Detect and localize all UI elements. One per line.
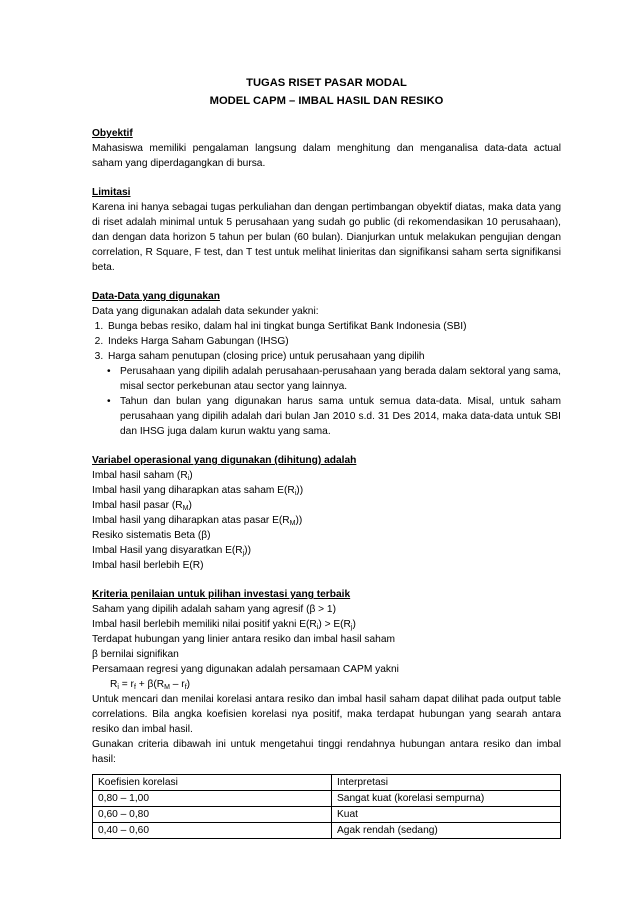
table-cell: 0,60 – 0,80 — [93, 807, 332, 823]
section-heading: Obyektif — [92, 128, 133, 139]
section-heading: Limitasi — [92, 187, 131, 198]
section-heading: Data-Data yang digunakan — [92, 291, 220, 302]
table-row — [93, 791, 561, 807]
section-text: Karena ini hanya sebagai tugas perkuliahan dan dengan pertimbangan obyektif diatas, maka data yang di riset adalah minimal untuk 5 perusahaan yang sudah go public (di rekomendasikan 10 perusahaan), dan dengan data horizon 5 tahun per bulan (60 bulan). Dianjurkan untuk melakukan pengujian dengan correlation, R Square, F test, dan T test untuk melihat linieritas dan signifikansi saham serta signifikansi beta. — [92, 202, 561, 273]
correlation-table — [92, 774, 561, 839]
table-cell: 0,80 – 1,00 — [93, 791, 332, 807]
capm-formula: $R_i = r_f + \beta(R_M - r_f)$ — [110, 679, 191, 691]
table-header-cell: Koefisien korelasi — [93, 775, 332, 791]
bullet-item: • Perusahaan yang dipilih adalah perusahaan-perusahaan yang berada dalam sektoral yang sama, misal sector perkebunan atau sector yang lainnya. — [120, 364, 561, 394]
variable-line: Resiko sistematis Beta (β) — [92, 530, 211, 541]
section-intro: Data yang digunakan adalah data sekunder yakni: — [92, 306, 319, 317]
document-title-line1: TUGAS RISET PASAR MODAL — [246, 77, 407, 89]
criteria-paragraph: Gunakan criteria dibawah ini untuk mengetahui tinggi rendahnya hubungan antara resiko dan imbal hasil: — [92, 739, 561, 765]
criteria-paragraph: Untuk mencari dan menilai korelasi antara resiko dan imbal hasil saham dapat dilihat pada output table correlations. Bila angka koefisien korelasi nya positif, maka terdapat hubungan yang searah antara resiko dan imbal hasil. — [92, 694, 561, 735]
table-row — [93, 807, 561, 823]
variable-line: Imbal hasil berlebih E(R) — [92, 560, 204, 571]
document-page — [92, 0, 561, 839]
section-limitasi — [92, 185, 561, 275]
table-header-cell: Interpretasi — [332, 775, 561, 791]
bullet-item: • Tahun dan bulan yang digunakan harus sama untuk semua data-data. Misal, untuk saham perusahaan yang dipilih adalah dari bulan Jan 2010 s.d. 31 Des 2014, maka data-data untuk SBI dan IHSG juga dalam kurun waktu yang sama. — [120, 394, 561, 439]
table-cell: 0,40 – 0,60 — [93, 823, 332, 839]
variable-line: Imbal hasil pasar $(R_M)$ — [92, 500, 192, 512]
section-variabel — [92, 453, 561, 573]
criteria-line: Saham yang dipilih adalah saham yang agresif (β > 1) — [92, 604, 336, 615]
section-heading: Kriteria penilaian untuk pilihan investasi yang terbaik — [92, 589, 351, 600]
list-item: 3. Harga saham penutupan (closing price) untuk perusahaan yang dipilih — [106, 349, 561, 364]
section-obyektif — [92, 126, 561, 171]
section-data — [92, 289, 561, 439]
variable-line: Imbal hasil yang diharapkan atas pasar $E(R_M)$) — [92, 515, 303, 527]
table-cell: Agak rendah (sedang) — [332, 823, 561, 839]
criteria-line: Terdapat hubungan yang linier antara resiko dan imbal hasil saham — [92, 634, 395, 645]
variable-line: Imbal Hasil yang disyaratkan $E(R_j)$) — [92, 545, 251, 557]
section-kriteria — [92, 587, 561, 839]
table-cell: Sangat kuat (korelasi sempurna) — [332, 791, 561, 807]
section-text: Mahasiswa memiliki pengalaman langsung dalam menghitung dan menganalisa data-data actual saham yang diperdagangkan di bursa. — [92, 143, 561, 169]
section-heading: Variabel operasional yang digunakan (dihitung) adalah — [92, 455, 357, 466]
table-header-row — [93, 775, 561, 791]
document-title-line2: MODEL CAPM – IMBAL HASIL DAN RESIKO — [209, 95, 444, 107]
bullet-list — [92, 364, 561, 439]
variable-line: Imbal hasil yang diharapkan atas saham $E(R_i)$) — [92, 485, 304, 497]
table-cell: Kuat — [332, 807, 561, 823]
list-item: 2. Indeks Harga Saham Gabungan (IHSG) — [106, 334, 561, 349]
list-item: 1. Bunga bebas resiko, dalam hal ini tingkat bunga Sertifikat Bank Indonesia (SBI) — [106, 319, 561, 334]
table-row — [93, 823, 561, 839]
criteria-line: Imbal hasil berlebih memiliki nilai positif yakni $E(R_i) > E(R_j)$ — [92, 619, 356, 631]
data-list — [92, 319, 561, 364]
criteria-line: Persamaan regresi yang digunakan adalah persamaan CAPM yakni — [92, 664, 399, 675]
criteria-line: β bernilai signifikan — [92, 649, 179, 660]
variable-line: Imbal hasil saham $(R_i)$ — [92, 470, 193, 482]
